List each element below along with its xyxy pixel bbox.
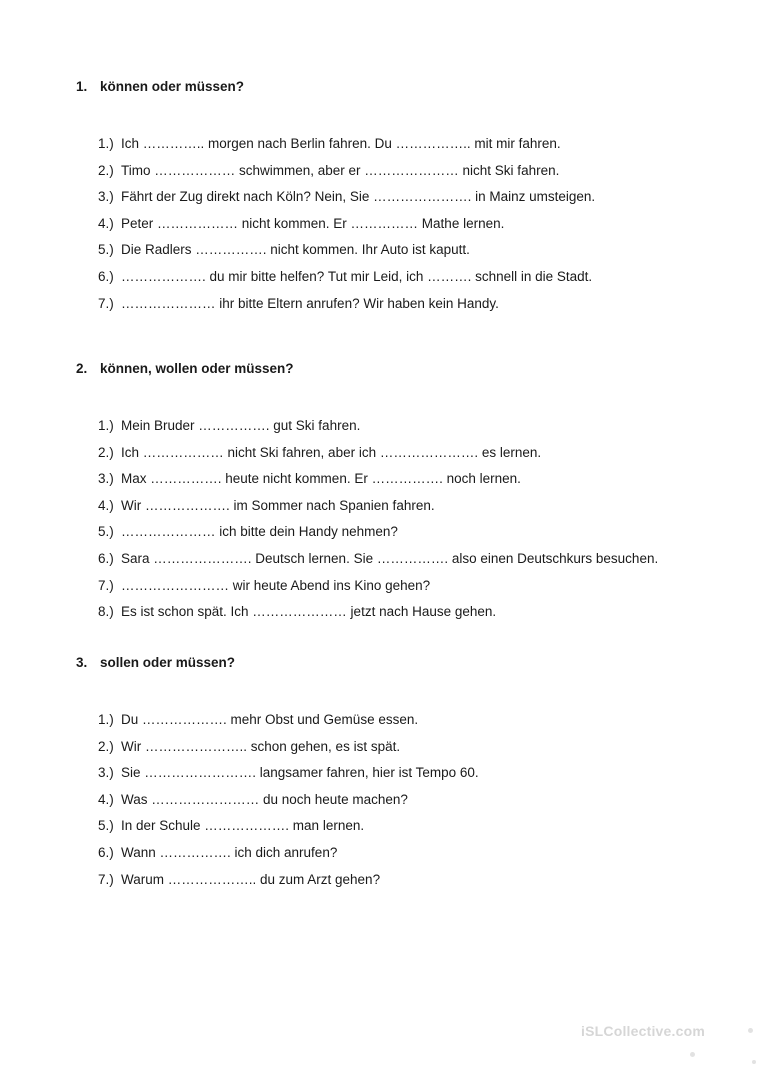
section-heading	[76, 655, 235, 670]
exercise-item	[98, 523, 658, 550]
item-text: ………………. du mir bitte helfen? Tut mir Leid, ich ………. schnell in die Stadt.	[121, 268, 593, 284]
item-text: Wann ……………. ich dich anrufen?	[121, 844, 338, 860]
item-text: Fährt der Zug direkt nach Köln? Nein, Sie …………………. in Mainz umsteigen.	[121, 189, 596, 205]
item-text: Es ist schon spät. Ich ………………… jetzt nach Hause gehen.	[121, 604, 497, 620]
item-number: 4.)	[98, 215, 114, 231]
section-number: 2.	[76, 361, 88, 376]
exercise-item	[98, 470, 658, 497]
exercise-item	[98, 417, 658, 444]
watermark-dot-icon	[748, 1028, 753, 1033]
section-title: können, wollen oder müssen?	[100, 361, 294, 376]
exercise-item	[98, 162, 595, 189]
exercise-item	[98, 791, 479, 818]
item-text: Ich ………….. morgen nach Berlin fahren. Du …………….. mit mir fahren.	[121, 136, 561, 151]
item-number: 3.)	[98, 471, 114, 487]
item-number: 3.)	[98, 189, 114, 205]
item-number: 5.)	[98, 818, 114, 834]
item-text: ………………… ihr bitte Eltern anrufen? Wir haben kein Handy.	[121, 295, 499, 311]
exercise-list	[98, 135, 595, 321]
item-number: 6.)	[98, 550, 114, 566]
item-text: Ich ……………… nicht Ski fahren, aber ich …………………. es lernen.	[121, 444, 542, 460]
item-number: 1.)	[98, 418, 114, 433]
item-text: Die Radlers ……………. nicht kommen. Ihr Auto ist kaputt.	[121, 242, 470, 258]
item-text: In der Schule ………………. man lernen.	[121, 818, 365, 834]
exercise-item	[98, 711, 479, 738]
item-text: Was …………………… du noch heute machen?	[121, 791, 408, 807]
exercise-item	[98, 497, 658, 524]
item-text: ………………… ich bitte dein Handy nehmen?	[121, 524, 398, 540]
item-text: Timo ……………… schwimmen, aber er ………………… nicht Ski fahren.	[121, 162, 560, 178]
item-text: Sara …………………. Deutsch lernen. Sie ……………. also einen Deutschkurs besuchen.	[121, 550, 659, 566]
watermark-dot-icon	[690, 1052, 695, 1057]
exercise-item	[98, 738, 479, 765]
item-number: 5.)	[98, 242, 114, 258]
exercise-item	[98, 871, 479, 898]
item-number: 7.)	[98, 871, 114, 887]
item-text: Wir ………………….. schon gehen, es ist spät.	[121, 738, 401, 754]
item-number: 5.)	[98, 524, 114, 540]
item-text: Peter ……………… nicht kommen. Er …………… Mathe lernen.	[121, 215, 505, 231]
item-number: 1.)	[98, 136, 114, 151]
item-number: 1.)	[98, 712, 114, 727]
item-number: 4.)	[98, 791, 114, 807]
watermark-logo: iSLCollective.com	[581, 1023, 705, 1039]
item-number: 2.)	[98, 738, 114, 754]
exercise-item	[98, 603, 658, 630]
item-number: 3.)	[98, 765, 114, 781]
exercise-item	[98, 444, 658, 471]
exercise-item	[98, 764, 479, 791]
section-number: 3.	[76, 655, 88, 670]
item-number: 7.)	[98, 295, 114, 311]
item-text: Sie ……………………. langsamer fahren, hier ist Tempo 60.	[121, 765, 479, 781]
exercise-item	[98, 295, 595, 322]
exercise-item	[98, 241, 595, 268]
item-text: Wir ………………. im Sommer nach Spanien fahren.	[121, 497, 435, 513]
item-text: Warum ……………….. du zum Arzt gehen?	[121, 871, 381, 887]
exercise-list	[98, 711, 479, 897]
item-number: 4.)	[98, 497, 114, 513]
exercise-item	[98, 550, 658, 577]
section-heading	[76, 361, 294, 376]
item-number: 2.)	[98, 162, 114, 178]
item-number: 2.)	[98, 444, 114, 460]
item-text: Du ………………. mehr Obst und Gemüse essen.	[121, 712, 419, 727]
watermark-dot-icon	[752, 1060, 756, 1064]
exercise-item	[98, 215, 595, 242]
exercise-item	[98, 135, 595, 162]
item-number: 8.)	[98, 604, 114, 620]
section-heading	[76, 79, 244, 94]
exercise-item	[98, 817, 479, 844]
item-number: 7.)	[98, 577, 114, 593]
item-text: …………………… wir heute Abend ins Kino gehen?	[121, 577, 431, 593]
exercise-item	[98, 577, 658, 604]
section-title: sollen oder müssen?	[100, 655, 236, 670]
item-number: 6.)	[98, 268, 114, 284]
section-number: 1.	[76, 79, 88, 94]
exercise-item	[98, 268, 595, 295]
exercise-item	[98, 188, 595, 215]
item-number: 6.)	[98, 844, 114, 860]
exercise-item	[98, 844, 479, 871]
exercise-list	[98, 417, 658, 630]
section-title: können oder müssen?	[100, 79, 245, 94]
item-text: Mein Bruder ……………. gut Ski fahren.	[121, 418, 361, 433]
item-text: Max ……………. heute nicht kommen. Er ……………. noch lernen.	[121, 471, 521, 487]
